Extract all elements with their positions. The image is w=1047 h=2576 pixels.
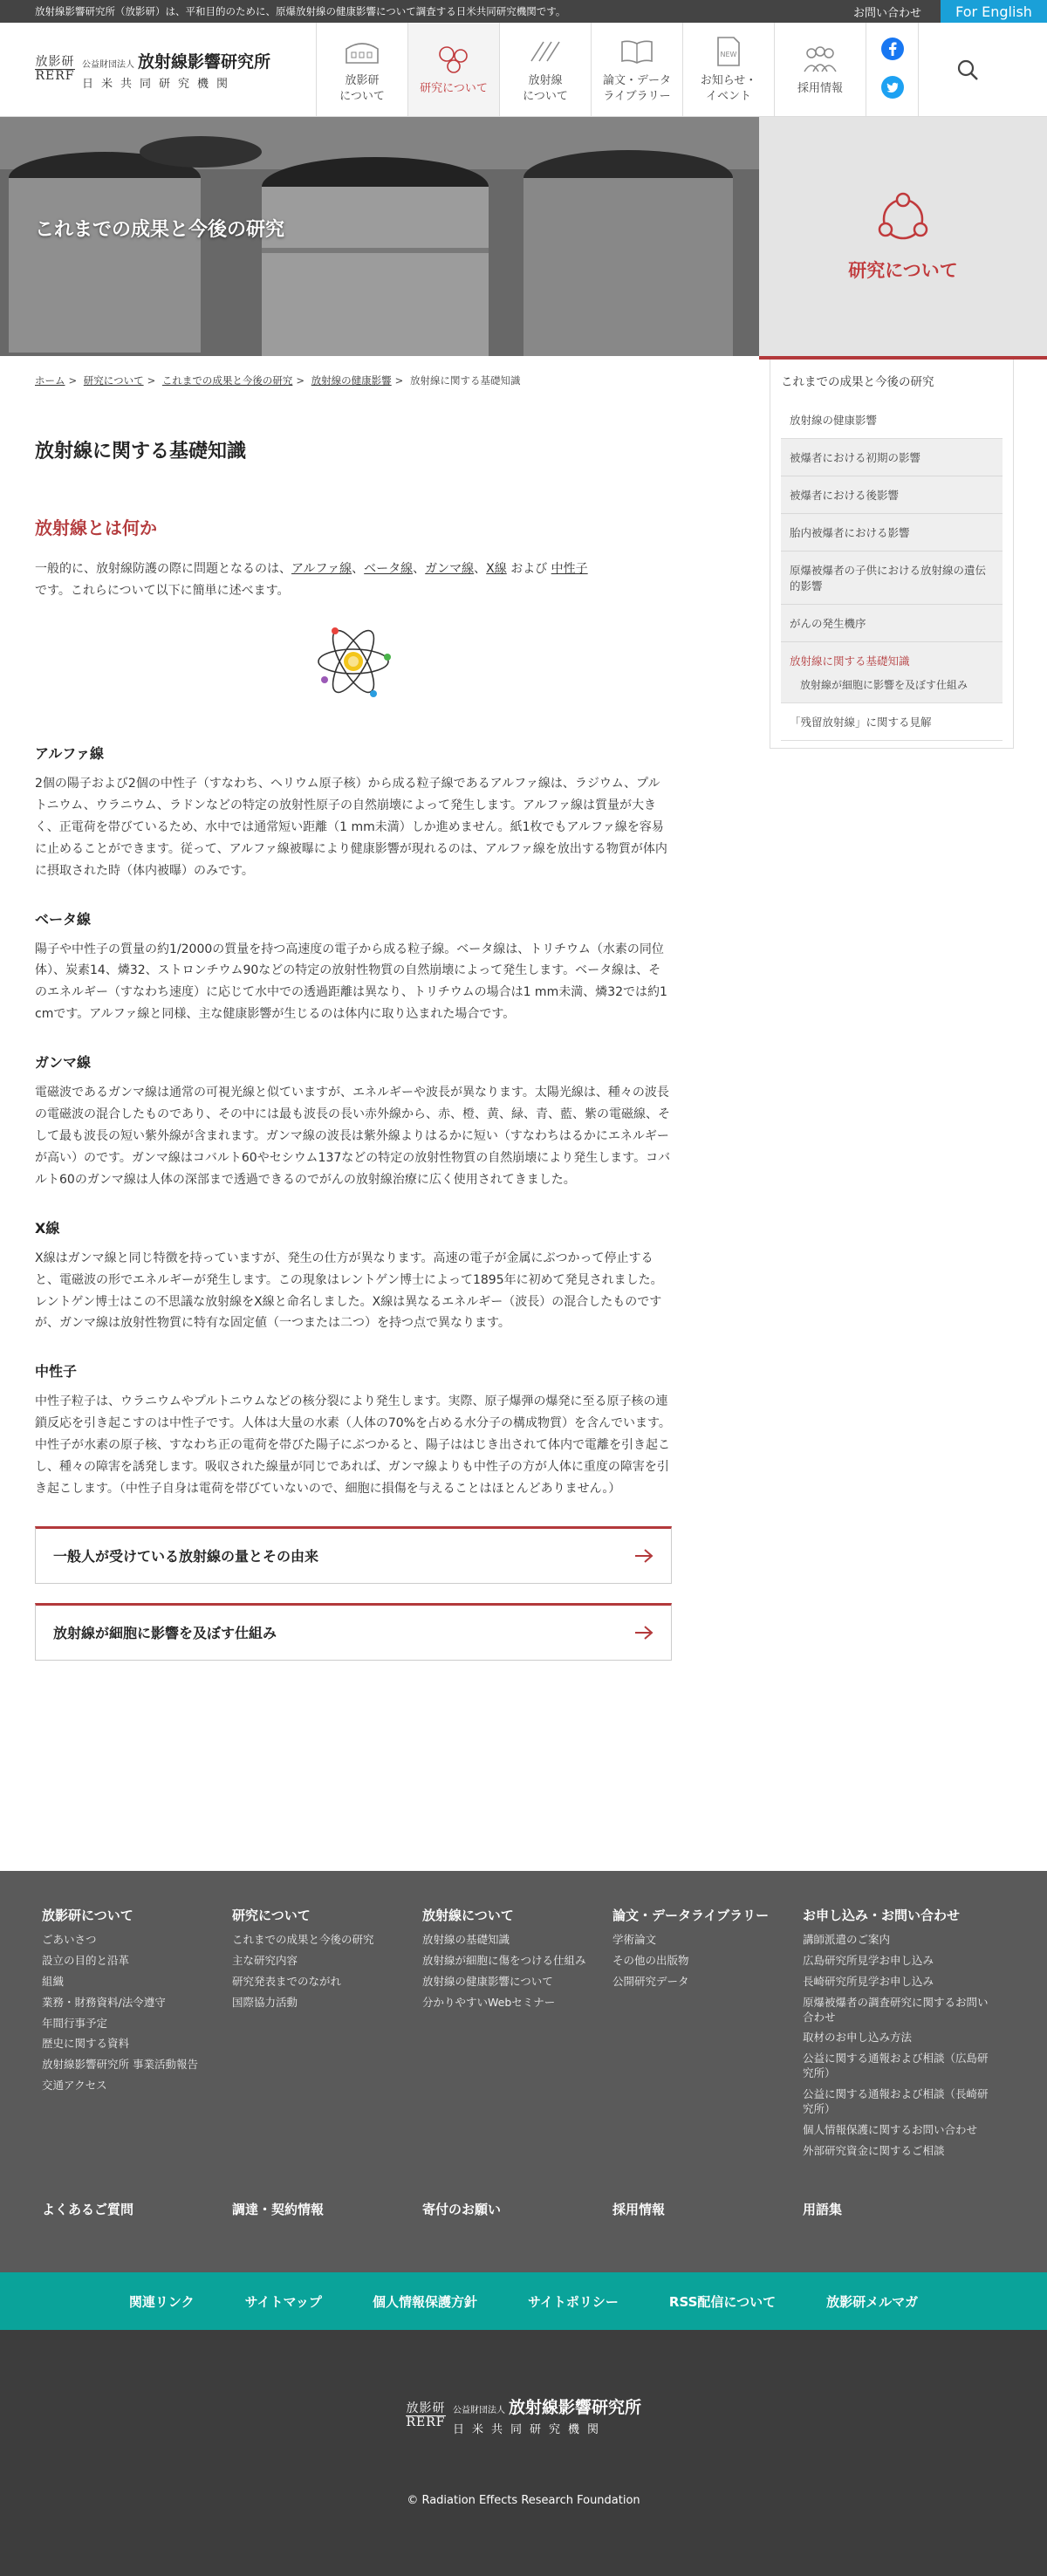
breadcrumb-home[interactable]: ホーム xyxy=(35,374,65,387)
footer-link[interactable]: 設立の目的と沿革 xyxy=(42,1953,130,1967)
nav-careers[interactable] xyxy=(774,23,866,116)
hero-section-panel xyxy=(759,117,1047,356)
people-icon xyxy=(801,43,839,76)
footer-glossary[interactable]: 用語集 xyxy=(803,2201,843,2217)
footer-newsletter[interactable]: 放影研メルマガ xyxy=(826,2293,919,2310)
arrow-right-icon xyxy=(634,1625,654,1641)
nav-about[interactable] xyxy=(316,23,407,116)
main-content xyxy=(35,356,672,1984)
svg-text:NEW: NEW xyxy=(720,50,737,58)
social-links xyxy=(866,23,918,116)
footer-col-title[interactable]: 放影研について xyxy=(42,1908,133,1923)
xray-body: X線はガンマ線と同じ特徴を持っていますが、発生の仕方が異なります。高速の電子が金属にぶつかって停止すると、電磁波の形でエネルギーが発生します。この現象はレントゲン博士によって1895年に初めて発見されました。レントゲン博士はこの不思議な放射線をX線と命名しました。X線は異なるエネルギー（波長）の混合したものですが、ガンマ線は放射性物質に特有な固定値（一つまたは二つ）を持つ点で異なります。 xyxy=(35,1250,663,1331)
footer-link[interactable]: 公益に関する通報および相談（広島研究所） xyxy=(803,2052,989,2080)
footer-related-links[interactable]: 関連リンク xyxy=(128,2293,195,2310)
footer-faq[interactable]: よくあるご質問 xyxy=(42,2201,134,2217)
footer-link[interactable]: 国際協力活動 xyxy=(232,1995,298,2009)
link-gamma[interactable]: ガンマ線 xyxy=(425,562,475,576)
footer-link[interactable]: 長崎研究所見学お申し込み xyxy=(803,1974,934,1988)
hero-banner xyxy=(0,117,1047,356)
footer-col-library xyxy=(612,1906,803,2165)
sidebar-item-basic-knowledge[interactable]: 放射線に関する基礎知識 xyxy=(781,642,1003,672)
top-info-bar xyxy=(0,0,1047,23)
link-card-label: 一般人が受けている放射線の量とその由来 xyxy=(53,1548,319,1565)
beta-title: ベータ線 xyxy=(35,910,92,928)
footer-privacy[interactable]: 個人情報保護方針 xyxy=(372,2293,477,2310)
nav-news-label1: お知らせ・ xyxy=(700,73,757,87)
footer-link[interactable]: 放射線が細胞に傷をつける仕組み xyxy=(422,1953,586,1967)
neutron-title: 中性子 xyxy=(35,1363,78,1380)
footer-link[interactable]: 個人情報保護に関するお問い合わせ xyxy=(803,2122,978,2136)
footer-link[interactable]: 広島研究所見学お申し込み xyxy=(803,1953,934,1967)
footer-link[interactable]: 取材のお申し込み方法 xyxy=(803,2031,913,2045)
footer-link[interactable]: 組織 xyxy=(42,1974,65,1988)
nav-library-label1: 論文・データ xyxy=(602,73,671,87)
footer-link[interactable]: 業務・財務資料/法令遵守 xyxy=(42,1995,166,2009)
hero-title: これまでの成果と今後の研究 xyxy=(35,219,285,241)
footer-link[interactable]: これまでの成果と今後の研究 xyxy=(232,1933,374,1946)
link-card-label: 放射線が細胞に影響を及ぼす仕組み xyxy=(53,1625,277,1642)
logo-org-type: 公益財団法人 xyxy=(82,59,134,70)
copyright: © Radiation Effects Research Foundation xyxy=(407,2494,640,2507)
logo-mark-jp: 放影研 xyxy=(406,2401,446,2415)
breadcrumb-research[interactable]: 研究について xyxy=(83,374,144,387)
logo-subtitle: 日米共同研究機関 xyxy=(82,77,236,91)
footer-link[interactable]: 外部研究資金に関するご相談 xyxy=(803,2143,945,2157)
footer-link[interactable]: 公益に関する通報および相談（長崎研究所） xyxy=(803,2087,989,2115)
footer-careers[interactable]: 採用情報 xyxy=(612,2201,666,2217)
breadcrumb: ホーム > 研究について > これまでの成果と今後の研究 > 放射線の健康影響 > 放射線に関する基礎知識 xyxy=(35,374,521,387)
nav-news[interactable] xyxy=(682,23,774,116)
facebook-icon[interactable] xyxy=(881,38,904,64)
logo-mark-en: RERF xyxy=(406,2415,446,2429)
intro-paragraph xyxy=(35,558,672,601)
footer-col-title[interactable]: お申し込み・お問い合わせ xyxy=(803,1908,961,1923)
site-description: 放射線影響研究所（放影研）は、平和目的のために、原爆放射線の健康影響について調査する日米共同研究機関です。 xyxy=(35,5,566,17)
footer-secondary-links xyxy=(42,2200,1005,2218)
link-card-cell-effects[interactable] xyxy=(35,1603,672,1661)
footer-link[interactable]: 学術論文 xyxy=(612,1933,657,1946)
intro-sep: 、 xyxy=(413,562,426,576)
logo-org-type: 公益財団法人 xyxy=(452,2406,505,2415)
link-card-exposure-dose[interactable] xyxy=(35,1526,672,1584)
logo-name: 放射線影響研究所 xyxy=(508,2398,641,2417)
hero-image xyxy=(0,117,759,356)
footer-sitemap[interactable]: サイトマップ xyxy=(244,2293,322,2310)
footer-link[interactable]: 研究発表までのながれ xyxy=(232,1974,342,1988)
atom-icon xyxy=(314,619,393,704)
footer-col-research xyxy=(232,1906,422,2165)
xray-title: X線 xyxy=(35,1219,60,1237)
sidebar-item-carcinogenesis[interactable]: がんの発生機序 xyxy=(781,605,1003,642)
site-header xyxy=(0,23,1047,117)
footer-bottom xyxy=(0,2330,1047,2576)
gamma-title: ガンマ線 xyxy=(35,1054,92,1072)
footer-col-title[interactable]: 論文・データライブラリー xyxy=(612,1908,770,1923)
cells-icon xyxy=(436,43,471,76)
nav-library[interactable] xyxy=(591,23,682,116)
nav-radiation-label1: 放射線 xyxy=(528,73,563,87)
logo-mark-en: RERF xyxy=(35,69,75,83)
footer-link[interactable]: 公開研究データ xyxy=(612,1974,689,1988)
footer-col-contact xyxy=(803,1906,993,2165)
logo-subtitle: 日米共同研究機関 xyxy=(452,2423,606,2436)
sidebar-item-genetic[interactable]: 原爆被爆者の子供における放射線の遺伝的影響 xyxy=(781,552,1003,605)
alpha-body: 2個の陽子および2個の中性子（すなわち、ヘリウム原子核）から成る粒子線であるアルファ線は、ラジウム、プルトニウム、ウラニウム、ラドンなどの特定の放射性原子の自然崩壊によって発生します。アルファ線は質量が大きく、正電荷を帯びているため、水中では通常短い距離（1 mm未満）しか進めません。紙1枚でもアルファ線を容易に止めることができます。従って、アルファ線被曝により健康影響が現れるのは、アルファ線を放出する物質が体内に摂取された時（体内被曝）のみです。 xyxy=(35,777,667,878)
atom-illustration xyxy=(35,619,672,704)
intro-and: および xyxy=(506,562,551,576)
nav-about-label2: について xyxy=(339,89,385,103)
nav-about-label1: 放影研 xyxy=(345,73,380,87)
building-icon xyxy=(344,35,380,68)
logo-mark xyxy=(406,2402,446,2429)
footer-link[interactable]: 年間行事予定 xyxy=(42,2016,108,2030)
footer-col-radiation xyxy=(422,1906,612,2165)
link-beta[interactable]: ベータ線 xyxy=(364,562,414,576)
link-xray[interactable]: X線 xyxy=(486,562,507,576)
nav-radiation-label2: について xyxy=(523,89,568,103)
gamma-section xyxy=(35,1052,672,1191)
intro-text-a: 一般的に、放射線防護の際に問題となるのは、 xyxy=(35,562,291,576)
sidebar xyxy=(759,356,1047,749)
footer-utility-bar xyxy=(0,2272,1047,2330)
sidebar-item-in-utero[interactable]: 胎内被爆者における影響 xyxy=(781,514,1003,552)
intro-sep: 、 xyxy=(474,562,487,576)
nav-news-label2: イベント xyxy=(705,89,751,103)
intro-sep: 、 xyxy=(352,562,365,576)
breadcrumb-health[interactable]: 放射線の健康影響 xyxy=(311,374,392,387)
book-icon xyxy=(619,35,654,68)
logo-mark xyxy=(35,56,75,82)
neutron-section xyxy=(35,1360,672,1500)
sidebar-heading[interactable]: これまでの成果と今後の研究 xyxy=(781,375,934,389)
footer-link[interactable]: 交通アクセス xyxy=(42,2079,107,2093)
footer-procurement[interactable]: 調達・契約情報 xyxy=(232,2201,325,2217)
footer-link[interactable]: 放射線の健康影響について xyxy=(422,1974,553,1988)
footer-link[interactable]: 原爆被爆者の調査研究に関するお問い合わせ xyxy=(803,1995,989,2024)
hero-panel-title: 研究について xyxy=(848,260,958,281)
sidebar-item-late-effects[interactable]: 被爆者における後影響 xyxy=(781,476,1003,514)
footer-link[interactable]: 放射線の基礎知識 xyxy=(422,1933,510,1946)
footer-col-about xyxy=(42,1906,232,2165)
footer-col-title[interactable]: 放射線について xyxy=(422,1908,514,1923)
main-nav xyxy=(316,23,866,116)
footer-link[interactable]: 分かりやすいWebセミナー xyxy=(422,1995,556,2009)
nav-careers-label: 採用情報 xyxy=(797,81,843,95)
link-alpha[interactable]: アルファ線 xyxy=(291,562,352,576)
nav-research-label: 研究について xyxy=(420,81,488,95)
arrow-right-icon xyxy=(634,1548,654,1564)
nav-radiation[interactable] xyxy=(499,23,591,116)
footer-col-title[interactable]: 研究について xyxy=(232,1908,311,1923)
logo-name: 放射線影響研究所 xyxy=(138,51,271,72)
sidebar-item-cell-mechanism[interactable]: 放射線が細胞に影響を及ぼす仕組み xyxy=(781,672,1003,703)
footer-link[interactable]: ごあいさつ xyxy=(42,1933,97,1946)
cells-icon xyxy=(872,190,934,248)
site-logo[interactable] xyxy=(0,23,316,116)
beta-section xyxy=(35,908,672,1026)
alpha-title: アルファ線 xyxy=(35,745,105,762)
nav-library-label2: ライブラリー xyxy=(603,89,671,103)
beta-body: 陽子や中性子の質量の約1/2000の質量を持つ高速度の電子から成る粒子線。ベータ線は、トリチウム（水素の同位体）、炭素14、燐32、ストロンチウム90などの特定の放射性物質の自然崩壊によって発生します。ベータ線は、そのエネルギー（すなわち速度）に応じて水中での透過距離は異なり、トリチウムの場合は1 mm未満、燐32では約1 cmです。アルファ線と同様、主な健康影響が生じるのは体内に取り込まれた場合です。 xyxy=(35,942,667,1022)
twitter-icon[interactable] xyxy=(881,76,904,102)
logo-mark-jp: 放影研 xyxy=(35,55,75,70)
new-document-icon xyxy=(715,35,742,68)
footer-link[interactable]: その他の出版物 xyxy=(612,1953,689,1967)
footer-donation[interactable]: 寄付のお願い xyxy=(422,2201,502,2217)
breadcrumb-achievements[interactable]: これまでの成果と今後の研究 xyxy=(161,374,293,387)
breadcrumb-current: 放射線に関する基礎知識 xyxy=(409,374,521,387)
footer-link[interactable]: 講師派遣のご案内 xyxy=(803,1933,891,1946)
english-button[interactable]: For English xyxy=(941,0,1047,23)
neutron-body: 中性子粒子は、ウラニウムやプルトニウムなどの核分裂により発生します。実際、原子爆弾の爆発に至る原子核の連鎖反応を引き起こすのは中性子です。人体は大量の水素（人体の70%を占める水分子の構成物質）を含んでいます。中性子が水素の原子核、すなわち正の電荷を帯びた陽子にぶつかると、陽子ははじき出されて体内で電離を引き起こし、種々の障害を誘発します。吸収された線量が同じであれば、ガンマ線よりも中性子の方が人体に重度の障害を引き起こします。（中性子自身は電荷を帯びていないので、細胞に損傷を与えることはほとんどありません。） xyxy=(35,1394,671,1496)
footer-logo[interactable] xyxy=(406,2394,641,2436)
footer-site-policy[interactable]: サイトポリシー xyxy=(527,2293,619,2310)
main-area xyxy=(0,356,1047,1984)
sidebar-nav xyxy=(770,360,1014,749)
footer-link[interactable]: 主な研究内容 xyxy=(232,1953,298,1967)
gamma-body: 電磁波であるガンマ線は通常の可視光線と似ていますが、エネルギーや波長が異なります。太陽光線は、種々の波長の電磁波の混合したものであり、その中には最も波長の長い赤外線から、赤、橙、黄、緑、青、藍、紫の電磁線、そして最も波長の短い紫外線が含まれます。ガンマ線の波長は紫外線よりはるかに短い（すなわちはるかにエネルギーが高い）のです。ガンマ線はコバルト60やセシウム137などの特定の放射性物質の自然崩壊により発生します。コバルト60のガンマ線は人体の深部まで透過できるのでがんの放射線治療に広く使用されてきました。 xyxy=(35,1086,671,1187)
section-title: 放射線とは何か xyxy=(35,517,157,538)
alpha-section xyxy=(35,743,672,882)
link-neutron[interactable]: 中性子 xyxy=(551,562,588,576)
search-icon xyxy=(956,58,979,81)
sidebar-item-residual-radiation[interactable]: 「残留放射線」に関する見解 xyxy=(781,703,1003,741)
nav-research[interactable] xyxy=(407,23,499,116)
page-title: 放射線に関する基礎知識 xyxy=(35,441,247,462)
search-button[interactable] xyxy=(918,23,1016,116)
xray-section xyxy=(35,1217,672,1335)
footer-link[interactable]: 放射線影響研究所 事業活動報告 xyxy=(42,2058,198,2072)
radiation-lines-icon xyxy=(528,35,563,68)
footer-link[interactable]: 歴史に関する資料 xyxy=(42,2037,130,2051)
site-footer xyxy=(0,1871,1047,2272)
sidebar-item-health[interactable]: 放射線の健康影響 xyxy=(781,401,1003,439)
intro-text-b: です。これらについて以下に簡単に述べます。 xyxy=(35,583,290,598)
contact-link[interactable]: お問い合わせ xyxy=(852,6,921,20)
sidebar-item-early-effects[interactable]: 被爆者における初期の影響 xyxy=(781,439,1003,476)
footer-rss[interactable]: RSS配信について xyxy=(668,2293,777,2310)
